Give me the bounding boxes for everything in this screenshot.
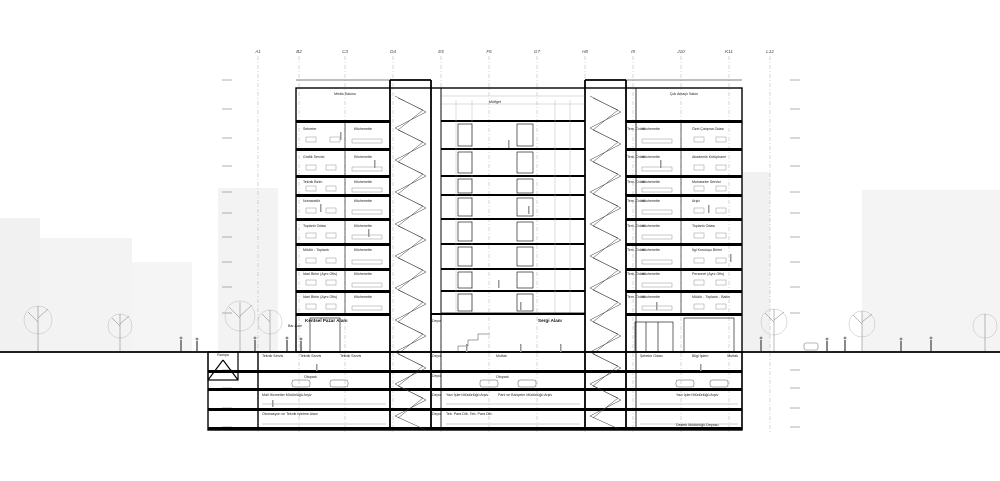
room-label-kitchenette: Kitchenette <box>642 224 660 228</box>
room-label-kitchenette: Kitchenette <box>642 272 660 276</box>
room-label-kitchenette: Kitchenette <box>642 199 660 203</box>
room-label-exhibition: Sergi Alanı <box>538 318 562 323</box>
room-label-tem: Tem. Odası <box>627 127 646 131</box>
room-label-kitchenette: Kitchenette <box>642 127 660 131</box>
room-label-depo: Depo <box>432 319 441 323</box>
room-label: Yazı İşleri Müdürlüğü Arşiv <box>676 393 719 397</box>
room-label-roof-left: Medis Salonu <box>334 92 356 96</box>
context-buildings <box>0 172 1000 352</box>
room-label-kitchenette: Kitchenette <box>642 248 660 252</box>
room-label-kitchenette: Kitchenette <box>354 199 372 203</box>
stair-right <box>590 96 621 430</box>
room-label: Park ve Bahçeler Müdürlüğü Arşiv <box>498 393 553 397</box>
room-label-depo: Depo <box>432 412 441 416</box>
room-label-core-roof: Mütfget <box>489 100 501 104</box>
grid-label: E5 <box>438 49 444 54</box>
room-label: Numaratör <box>303 199 320 203</box>
room-label: Yazı İşleri Müdürlüğü Arşiv <box>446 393 489 397</box>
room-label-tem: Tem. Odası <box>627 224 646 228</box>
core-partitions <box>458 124 533 311</box>
room-label: İdari Birim (Aynı Ofis) <box>303 272 338 276</box>
room-label: Otopark <box>304 375 317 379</box>
grid-label: G7 <box>533 49 541 54</box>
room-label-kitchenette: Kitchenette <box>354 272 372 276</box>
room-label: Özel Çalışma Odası <box>692 127 725 131</box>
room-label: Muhasebe Servisi <box>692 180 721 184</box>
people-ground <box>180 337 933 351</box>
grid-label: D4 <box>390 49 396 54</box>
room-label: İdari Birim (Aynı Ofis) <box>303 295 338 299</box>
room-label: Şebeke Odası <box>640 354 663 358</box>
room-label: Mali Hizmetler Müdürlüğü Arşiv <box>262 393 312 397</box>
room-label-kitchenette: Kitchenette <box>354 295 372 299</box>
room-label: Mutfak <box>727 354 738 358</box>
room-label: Arşiv <box>692 199 700 203</box>
room-label-tem: Tem. Odası <box>627 155 646 159</box>
grid-label: K11 <box>725 49 733 54</box>
room-label-kitchenette: Kitchenette <box>642 155 660 159</box>
room-label-depo: Depo <box>432 393 441 397</box>
grid-label: H8 <box>582 49 588 54</box>
room-label-kitchenette: Kitchenette <box>642 295 660 299</box>
room-label: Teknik Servis <box>340 354 362 358</box>
room-label-roof-right: Çok Amaçlı Salon <box>669 92 699 96</box>
room-label: Otopark <box>496 375 509 379</box>
room-label: Müdür - Toplantı - Bakis <box>692 295 730 299</box>
room-label-depo: Depo <box>432 354 441 358</box>
room-label: Akademik Kütüphane <box>692 155 727 159</box>
room-label: Toplantı Odası <box>303 224 327 228</box>
grid-label: F6 <box>486 49 492 54</box>
room-label: İlgi Kuruluşu Birimi <box>692 248 722 252</box>
room-label-kitchenette: Kitchenette <box>642 180 660 184</box>
stair-left <box>395 96 426 430</box>
room-label: Müdür - Toplantı <box>303 248 329 252</box>
grid-label: C3 <box>342 49 348 54</box>
cars-basement <box>292 380 728 387</box>
grid-label: J10 <box>677 49 685 54</box>
archive-shelves <box>262 404 738 424</box>
room-label: Teknik Birim <box>303 180 323 184</box>
grid-label: L12 <box>766 49 774 54</box>
room-label-kitchenette: Kitchenette <box>354 180 372 184</box>
room-label-cafe: Bar-Kafe <box>288 324 303 328</box>
room-label: Sekreter <box>303 127 317 131</box>
amphitheater-steps <box>458 334 490 352</box>
grid-label: I9 <box>631 49 635 54</box>
elevator-shafts <box>431 88 636 430</box>
structural-grid <box>254 49 774 432</box>
room-label-kitchenette: Kitchenette <box>354 155 372 159</box>
room-label-tem: Tem. Odası <box>627 248 646 252</box>
room-label: Teknik Servis <box>300 354 322 358</box>
room-label-tem: Tem. Odası <box>627 180 646 184</box>
room-label-tem: Tem. Odası <box>627 272 646 276</box>
room-label-kitchenette: Kitchenette <box>354 224 372 228</box>
room-label: Toplantı Odası <box>692 224 716 228</box>
room-label: Grafik Servisi <box>303 155 325 159</box>
room-label-ramp: Rampa <box>217 353 229 357</box>
ground-floor <box>310 318 734 352</box>
room-label-kitchenette: Kitchenette <box>354 248 372 252</box>
building-outline <box>296 80 742 430</box>
room-label: Teknik Servis <box>262 354 284 358</box>
room-label: Mutfak <box>496 354 507 358</box>
room-label-tem: Tem. Odası <box>627 295 646 299</box>
room-label: Bilgi İşlem <box>692 354 709 358</box>
room-label-tem: Tem. Odası <box>627 199 646 203</box>
room-label-market: Kentsel Pazar Alanı <box>305 318 348 323</box>
room-label-depo: Depo <box>432 374 441 378</box>
floor-slabs <box>208 120 742 430</box>
grid-label: A1 <box>255 49 261 54</box>
car-icon <box>804 343 818 350</box>
room-label: Destek Müdürlüğü Deposu <box>676 423 719 427</box>
grid-label: B2 <box>296 49 302 54</box>
room-label: Personel (Aynı Ofis) <box>692 272 725 276</box>
room-label-kitchenette: Kitchenette <box>354 127 372 131</box>
room-label: Otomasyon ve Teknik İşletme Alanı <box>262 412 318 416</box>
room-label: Teb. Para Dlb. Teb. Para Dlb. <box>446 412 493 416</box>
